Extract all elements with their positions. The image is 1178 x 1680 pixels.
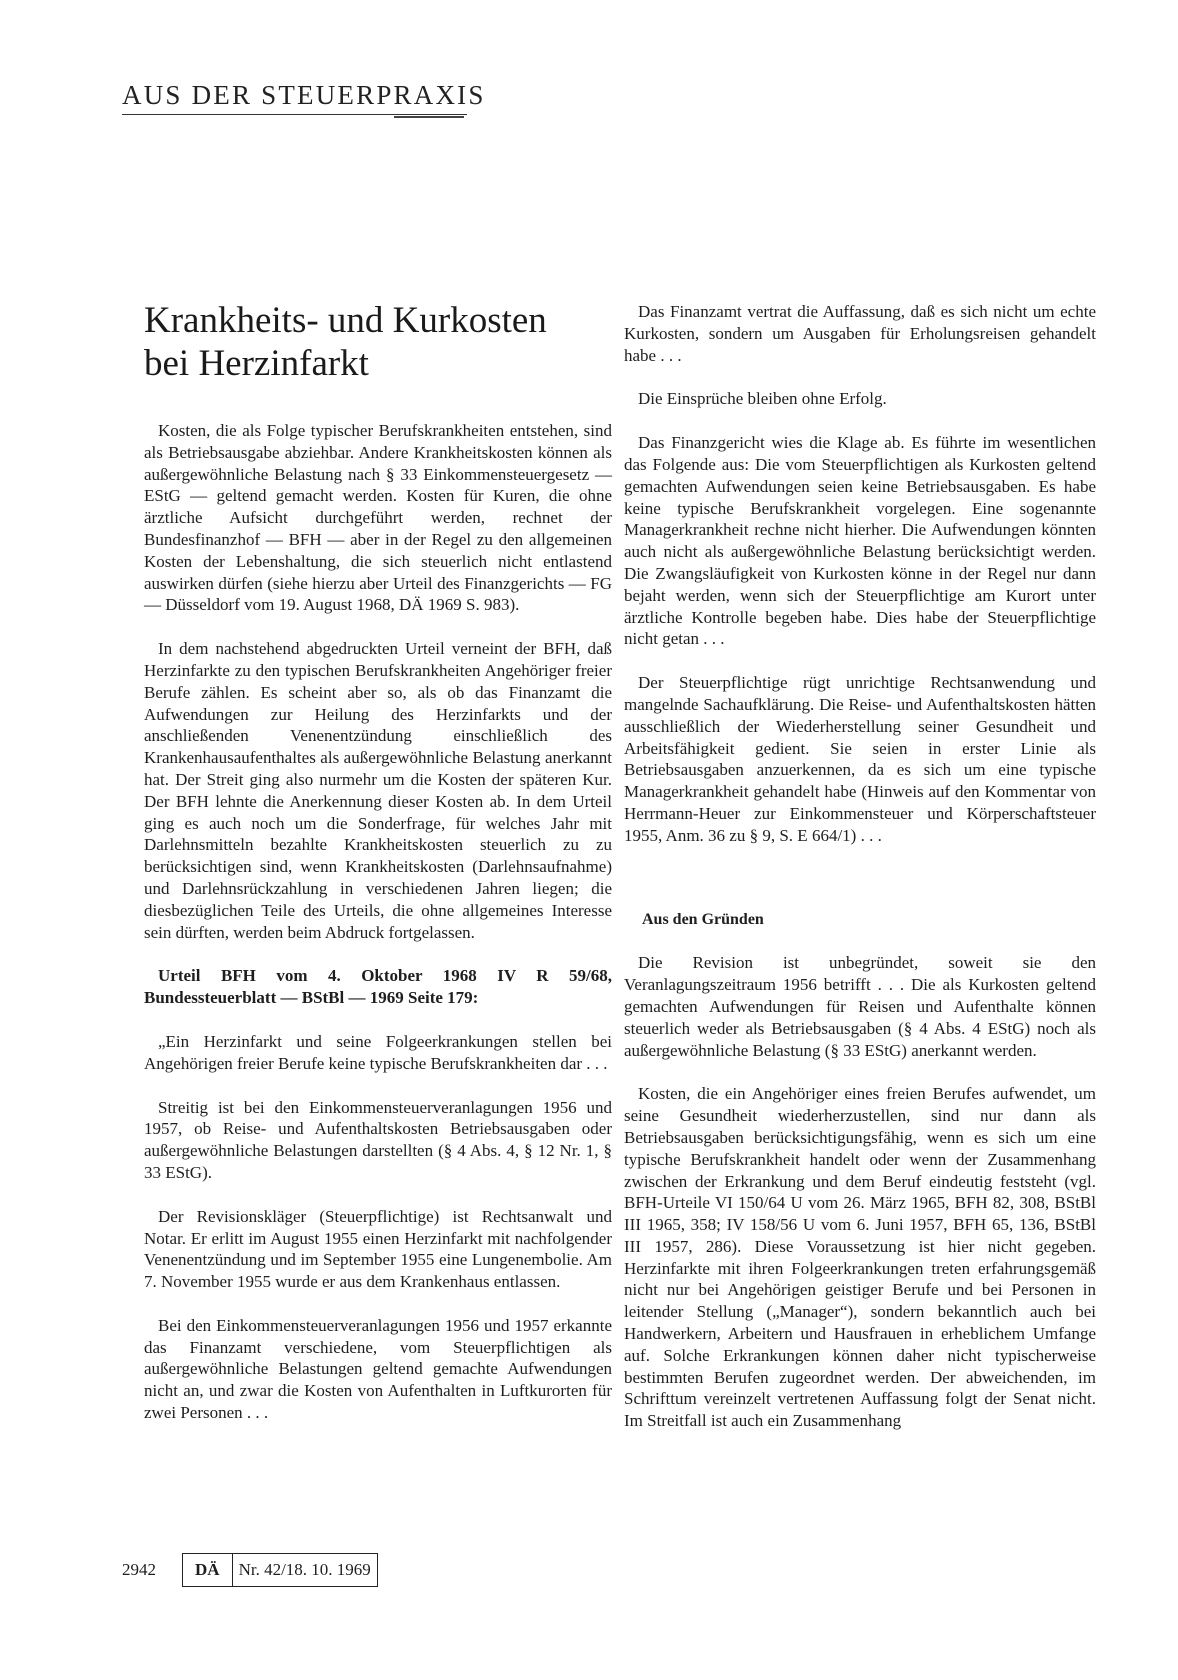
journal-box [182,1553,378,1587]
page-number: 2942 [122,1560,156,1579]
journal-name: DÄ [183,1554,233,1586]
paragraph: Die Einsprüche bleiben ohne Erfolg. [638,389,887,409]
title-line-1: Krankheits- und Kurkosten [144,300,547,341]
article-title [144,300,614,385]
verdict-quote: „Ein Herzinfarkt und seine Folgeerkrankungen stellen bei Angehörigen freier Berufe keine typische Berufskrankheiten dar . . . [144,1031,612,1073]
header-decoration-line [394,116,464,118]
issue-info: Nr. 42/18. 10. 1969 [238,1560,371,1579]
section-header-text: AUS DER STEUERPRAXIS [122,80,486,110]
paragraph: Streitig ist bei den Einkommensteuerveranlagungen 1956 und 1957, ob Reise- und Aufenthaltskosten Betriebsausgaben oder außergewöhnliche Belastungen darstellten (§ 4 Abs. 4, § 12 Nr. 1, § 33 EStG). [144,1097,612,1182]
subheading: Aus den Gründen [642,910,764,928]
right-column [624,301,1096,1432]
intro-paragraph: Kosten, die als Folge typischer Berufskrankheiten entstehen, sind als Betriebsausgabe abziehbar. Andere Krankheitskosten können als außergewöhnliche Belastung nach § 33 Einkommensteuergesetz — EStG — geltend gemacht werden. Kosten für Kuren, die ohne ärztliche Aufsicht durchgeführt werden, rechnet der Bundesfinanzhof — BFH — aber in der Regel zu den allgemeinen Kosten der Lebenshaltung, die sich steuerlich nicht entlastend auswirken dürfen (siehe hierzu aber Urteil des Finanzgerichts — FG — Düsseldorf vom 19. August 1968, DÄ 1969 S. 983). [144,421,612,615]
paragraph: Das Finanzamt vertrat die Auffassung, daß es sich nicht um echte Kurkosten, sondern um Ausgaben für Erholungsreisen gehandelt habe . . . [624,302,1096,365]
left-column [144,420,612,1424]
paragraph: Das Finanzgericht wies die Klage ab. Es führte im wesentlichen das Folgende aus: Die vom Steuerpflichtigen als Kurkosten geltend gemachten Aufwendungen seien keine Betriebsausgaben. Es habe keine typische Berufskrankheit vorgelegen. Eine sogenannte Managerkrankheit rechne nicht hierher. Die Aufwendungen könnten auch nicht als außergewöhnliche Belastung berücksichtigt werden. Die Zwangsläufigkeit von Kurkosten könne in der Regel nur dann bejaht werden, wenn sich der Steuerpflichtige am Kurort unter ärztliche Kontrolle begeben habe. Dies habe der Steuerpflichtige nicht getan . . . [624,433,1096,649]
paragraph: Die Revision ist unbegründet, soweit sie den Veranlagungszeitraum 1956 betrifft . . . Die als Kurkosten geltend gemachten Aufwendungen für Reisen und Aufenthalte können steuerlich weder als Betriebsausgaben (§ 4 Abs. 4 EStG) noch als außergewöhnliche Belastung (§ 33 EStG) anerkannt werden. [624,953,1096,1060]
paragraph: In dem nachstehend abgedruckten Urteil verneint der BFH, daß Herzinfarkte zu den typischen Berufskrankheiten Angehöriger freier Berufe zählen. Es scheint aber so, als ob das Finanzamt die Aufwendungen zur Heilung des Herzinfarkts und der anschließenden Venenentzündung einschließlich des Krankenhausaufenthaltes als außergewöhnliche Belastung anerkannt hat. Der Streit ging also nurmehr um die Kosten der späteren Kur. Der BFH lehnte die Anerkennung dieser Kosten ab. In dem Urteil ging es auch noch um die Sonderfrage, für welches Jahr mit Darlehnsmitteln bezahlte Krankheitskosten steuerlich zu zu berücksichtigen sind, wenn Krankheitskosten (Darlehnsaufnahme) und Darlehnsrückzahlung in verschiedenen Jahren liegen; die diesbezüglichen Teile des Urteils, die ohne allgemeines Interesse sein dürften, werden beim Abdruck fortgelassen. [144,639,612,942]
page-footer [122,1552,378,1588]
paragraph: Der Revisionskläger (Steuerpflichtige) ist Rechtsanwalt und Notar. Er erlitt im August 1955 einen Herzinfarkt mit nachfolgender Venenentzündung und im September 1955 eine Lungenembolie. Am 7. November 1955 wurde er aus dem Krankenhaus entlassen. [144,1206,612,1292]
verdict-heading: Urteil BFH vom 4. Oktober 1968 IV R 59/68, Bundessteuerblatt — BStBl — 1969 Seite 179: [144,966,612,1008]
paragraph: Kosten, die ein Angehöriger eines freien Berufes aufwendet, um seine Gesundheit wiederherzustellen, sind nur dann als Betriebsausgaben berücksichtigungsfähig, wenn es sich um eine typische Berufskrankheit handelt oder wenn der Zusammenhang zwischen der Erkrankung und dem Beruf eindeutig feststeht (vgl. BFH-Urteile VI 150/64 U vom 26. März 1965, BFH 82, 308, BStBl III 1965, 358; IV 158/56 U vom 6. Juni 1957, BFH 65, 136, BStBl III 1957, 286). Diese Voraussetzung ist hier nicht gegeben. Herzinfarkte mit ihren Folgeerkrankungen treten erfahrungsgemäß nicht nur bei Angehörigen geistiger Berufe und bei Personen in leitender Stellung („Manager“), sondern bekanntlich auch bei Handwerkern, Arbeitern und Hausfrauen in erheblichem Umfange auf. Solche Erkrankungen können daher nicht typischerweise bestimmten Berufen zugeordnet werden. Der abweichenden, im Schrifttum vereinzelt vertretenen Auffassung folgt der Senat nicht. Im Streitfall ist auch ein Zusammenhang [624,1084,1096,1431]
title-line-2: bei Herzinfarkt [144,342,369,384]
section-header [122,80,486,115]
paragraph: Bei den Einkommensteuerveranlagungen 1956 und 1957 erkannte das Finanzamt verschiedene, vom Steuerpflichtigen als außergewöhnliche Belastungen geltend gemachte Aufwendungen nicht an, und zwar die Kosten von Aufenthalten in Luftkurorten für zwei Personen . . . [144,1315,612,1423]
paragraph: Der Steuerpflichtige rügt unrichtige Rechtsanwendung und mangelnde Sachaufklärung. Die Reise- und Aufenthaltskosten hätten ausschließlich der Wiederherstellung seiner Gesundheit und Arbeitsfähigkeit gedient. Sie seien in erster Linie als Betriebsausgaben anzuerkennen, da es sich um eine typische Managerkrankheit gehandelt habe (Hinweis auf den Kommentar von Herrmann-Heuer zur Einkommensteuer und Körperschaftsteuer 1955, Anm. 36 zu § 9, S. E 664/1) . . . [624,673,1096,845]
